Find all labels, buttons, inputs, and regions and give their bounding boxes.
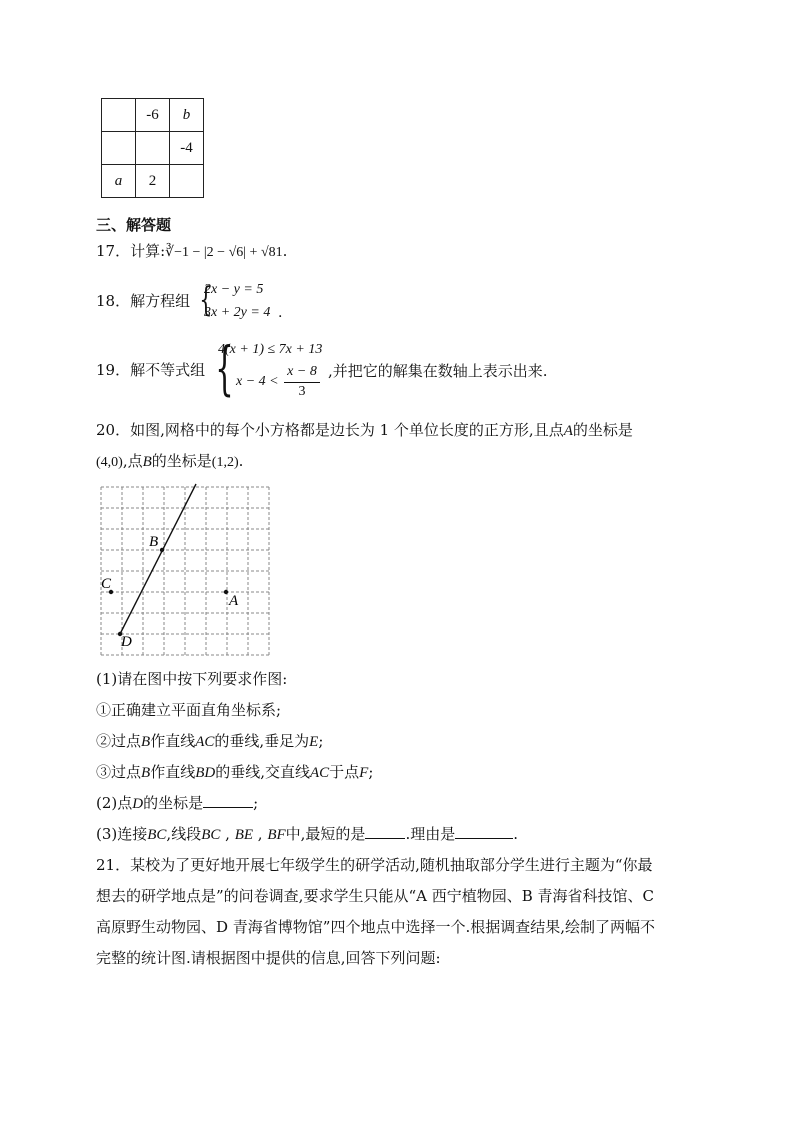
question-text: 解方程组 bbox=[130, 292, 191, 310]
question-number: 17． bbox=[96, 242, 131, 260]
question-17 bbox=[96, 241, 287, 263]
coordinate: (1,2) bbox=[211, 455, 239, 470]
brace: { bbox=[199, 280, 213, 320]
punctuation: . bbox=[238, 452, 244, 470]
table-cell bbox=[102, 132, 136, 165]
question-text: 中,最短的是 bbox=[285, 825, 366, 843]
table-cell: -4 bbox=[170, 132, 204, 165]
coordinate: (4,0) bbox=[96, 455, 123, 470]
question-text: (3)连接 bbox=[96, 825, 148, 843]
q20-sub1a: ①正确建立平面直角坐标系; bbox=[96, 701, 282, 719]
grid-figure bbox=[96, 482, 276, 657]
segment-label: AC bbox=[309, 765, 330, 781]
q20-sub2 bbox=[96, 793, 258, 814]
point-label: F bbox=[359, 765, 369, 781]
punctuation: . bbox=[513, 825, 518, 843]
inequality-1: 4(x + 1) ≤ 7x + 13 bbox=[218, 342, 323, 357]
question-text: 的坐标是 bbox=[151, 452, 212, 470]
punctuation: ; bbox=[318, 732, 324, 750]
point-label: B bbox=[141, 765, 151, 781]
section-heading: 三、解答题 bbox=[96, 216, 172, 234]
question-text: .理由是 bbox=[405, 825, 456, 843]
segment-label: BD bbox=[195, 765, 216, 781]
table-cell bbox=[102, 99, 136, 132]
question-text: ,并把它的解集在数轴上表示出来. bbox=[328, 362, 548, 380]
question-text: 于点 bbox=[329, 763, 360, 781]
punctuation: ; bbox=[253, 794, 259, 812]
table-row bbox=[102, 165, 204, 198]
point-label: A bbox=[563, 423, 573, 439]
q20-sub1: (1)请在图中按下列要求作图: bbox=[96, 670, 288, 688]
question-text: 计算: bbox=[130, 242, 166, 260]
segment-label: AC bbox=[195, 734, 215, 750]
table-row bbox=[102, 99, 204, 132]
question-text: 作直线 bbox=[150, 732, 196, 750]
point-label: E bbox=[309, 734, 319, 750]
question-21-line2: 想去的研学地点是”的问卷调查,要求学生只能从“A 西宁植物园、B 青海省科技馆、C bbox=[96, 887, 654, 905]
question-21-line3: 高原野生动物园、D 青海省博物馆”四个地点中选择一个.根据调查结果,绘制了两幅不 bbox=[96, 918, 656, 936]
question-text: 的坐标是 bbox=[143, 794, 204, 812]
answer-blank[interactable] bbox=[455, 824, 513, 839]
label-c: C bbox=[101, 576, 112, 592]
question-text: ,点 bbox=[122, 452, 143, 470]
segment-label: BC bbox=[201, 827, 221, 843]
label-a: A bbox=[229, 593, 239, 609]
punctuation: . bbox=[278, 305, 283, 321]
table-cell bbox=[170, 165, 204, 198]
question-21-line1: 21．某校为了更好地开展七年级学生的研学活动,随机抽取部分学生进行主题为“你最 bbox=[96, 856, 653, 874]
point-label: D bbox=[132, 796, 144, 812]
question-text: (2)点 bbox=[96, 794, 133, 812]
point-label: B bbox=[141, 734, 151, 750]
answer-blank[interactable] bbox=[365, 824, 405, 839]
point-label: B bbox=[142, 454, 152, 470]
question-20-line2 bbox=[96, 451, 243, 473]
table-cell: -6 bbox=[136, 99, 170, 132]
point-a bbox=[224, 590, 228, 594]
fraction-bar bbox=[284, 382, 320, 383]
table-row bbox=[102, 132, 204, 165]
question-number: 18． bbox=[96, 292, 131, 310]
question-text: 20．如图,网格中的每个小方格都是边长为 1 个单位长度的正方形,且点 bbox=[96, 421, 564, 439]
point-b bbox=[160, 548, 164, 552]
question-18 bbox=[96, 291, 190, 311]
q20-sub1c bbox=[96, 762, 373, 783]
equation-2: 3x + 2y = 4 bbox=[204, 305, 271, 320]
label-d: D bbox=[121, 634, 132, 650]
segment-label: BE bbox=[234, 827, 254, 843]
punctuation: ; bbox=[368, 763, 374, 781]
segment-label: BC bbox=[147, 827, 167, 843]
number-grid-table bbox=[101, 98, 204, 198]
fraction-numerator: x − 8 bbox=[287, 364, 317, 379]
table-cell: 2 bbox=[136, 165, 170, 198]
question-text: ②过点 bbox=[96, 732, 142, 750]
brace: { bbox=[215, 334, 234, 402]
question-19 bbox=[96, 360, 205, 380]
equation-1: 2x − y = 5 bbox=[204, 282, 264, 297]
question-20-line1 bbox=[96, 420, 633, 441]
segment-label: BF bbox=[267, 827, 286, 843]
question-number: 19． bbox=[96, 361, 131, 379]
question-21-line4: 完整的统计图.请根据图中提供的信息,回答下列问题: bbox=[96, 949, 441, 967]
table-cell: b bbox=[170, 99, 204, 132]
question-text: 解不等式组 bbox=[130, 361, 206, 379]
inequality-2-left: x − 4 < bbox=[236, 374, 279, 389]
question-text: 的垂线,垂足为 bbox=[214, 732, 310, 750]
dashed-grid bbox=[101, 487, 269, 655]
table-cell bbox=[136, 132, 170, 165]
q20-sub1b bbox=[96, 731, 323, 752]
q20-sub3: (3)连接BC,线段BC , BE , BF中,最短的是 .理由是 . bbox=[96, 825, 518, 843]
table-cell: a bbox=[102, 165, 136, 198]
formula: ∛−1 − |2 − √6| + √81 bbox=[165, 245, 283, 260]
fraction-denominator: 3 bbox=[298, 384, 306, 399]
question-text: 的垂线,交直线 bbox=[215, 763, 310, 781]
answer-blank[interactable] bbox=[203, 793, 253, 808]
question-text: 的坐标是 bbox=[572, 421, 633, 439]
question-text: ,线段 bbox=[166, 825, 202, 843]
punctuation: . bbox=[282, 242, 288, 260]
question-text: ③过点 bbox=[96, 763, 142, 781]
question-text: 作直线 bbox=[150, 763, 196, 781]
label-b: B bbox=[149, 534, 159, 550]
